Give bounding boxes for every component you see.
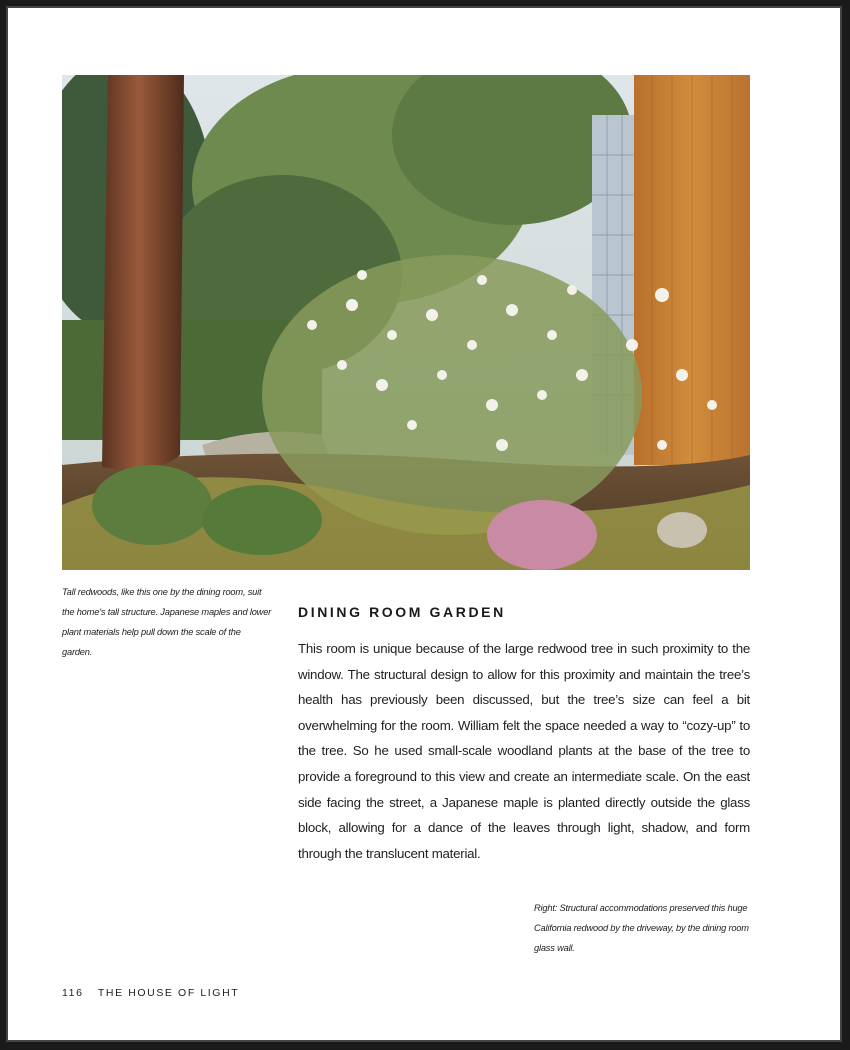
section-heading: DINING ROOM GARDEN: [298, 604, 506, 620]
photo-caption-right: Right: Structural accommodations preserved this huge California redwood by the driveway, by the dining room glass wall.: [534, 903, 749, 953]
garden-photo-illustration: [62, 75, 750, 570]
book-title: THE HOUSE OF LIGHT: [97, 987, 240, 999]
page-number: 116: [62, 987, 84, 999]
book-page: [6, 6, 842, 1042]
page-footer: [62, 987, 239, 999]
photo-caption-left: Tall redwoods, like this one by the dining room, suit the home’s tall structure. Japanese maples and lower plant materials help pull down the scale of the garden.: [62, 587, 272, 657]
garden-photo: [62, 75, 750, 570]
section-body-text: This room is unique because of the large redwood tree in such proximity to the window. The structural design to allow for this proximity and maintain the tree’s health has previously been discussed, but the tree’s size can feel a bit overwhelming for the room. William felt the space needed a way to “cozy-up” to the tree. So he used small-scale woodland plants at the base of the tree to provide a foreground to this view and create an intermediate scale. On the east side facing the street, a Japanese maple is planted directly outside the glass block, allowing for a dance of the leaves through light, shadow, and form through the translucent material.: [298, 641, 750, 861]
